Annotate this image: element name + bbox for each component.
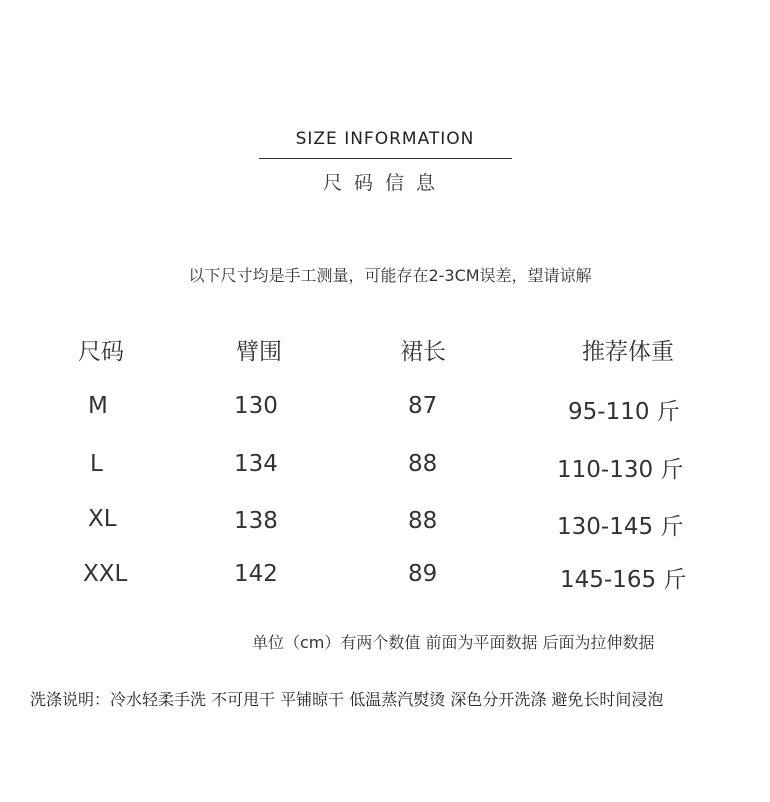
title-english: SIZE INFORMATION xyxy=(295,129,475,149)
title-divider xyxy=(259,158,512,159)
header-arm: 臂围 xyxy=(236,339,282,365)
row-length: 88 xyxy=(408,508,438,534)
row-arm: 142 xyxy=(234,561,278,587)
row-size: M xyxy=(88,393,108,419)
row-size: XL xyxy=(88,506,117,532)
row-arm: 134 xyxy=(234,451,278,477)
row-size: XXL xyxy=(83,561,128,587)
row-size: L xyxy=(90,451,103,477)
row-length: 89 xyxy=(408,561,438,587)
title-chinese: 尺码信息 xyxy=(322,172,447,194)
row-length: 87 xyxy=(408,393,438,419)
measurement-note: 以下尺寸均是手工测量，可能存在2-3CM误差，望请谅解 xyxy=(188,266,592,285)
header-size: 尺码 xyxy=(78,339,124,365)
row-weight: 130-145 斤 xyxy=(557,514,684,540)
row-weight: 145-165 斤 xyxy=(560,567,687,593)
row-length: 88 xyxy=(408,451,438,477)
row-arm: 130 xyxy=(234,393,278,419)
row-weight: 95-110 斤 xyxy=(568,399,680,425)
care-instructions: 洗涤说明：冷水轻柔手洗 不可甩干 平铺晾干 低温蒸汽熨烫 深色分开洗涤 避免长时间浸泡 xyxy=(30,690,664,709)
unit-note: 单位（cm）有两个数值 前面为平面数据 后面为拉伸数据 xyxy=(252,633,655,652)
header-weight: 推荐体重 xyxy=(582,339,674,365)
row-arm: 138 xyxy=(234,508,278,534)
row-weight: 110-130 斤 xyxy=(557,457,684,483)
header-length: 裙长 xyxy=(400,339,446,365)
